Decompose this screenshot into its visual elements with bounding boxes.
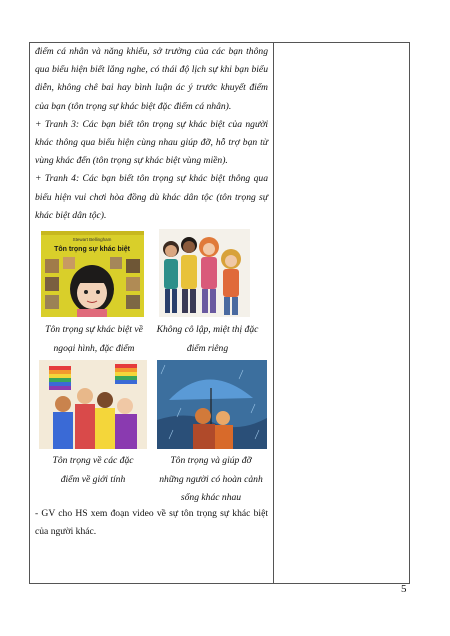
helping-others-image xyxy=(157,360,267,449)
paragraph-tranh-4: + Tranh 4: Các bạn biết tôn trọng sự khác biệt thông qua biểu hiện vui chơi hòa đồng dù khác dân tộc (tôn trọng sự khác biệt dân tộc). xyxy=(35,173,268,221)
caption-circumstances: Tôn trọng và giúp đỡ những người có hoàn cảnh sống khác nhau xyxy=(159,455,263,504)
caption-appearance: Tôn trọng sự khác biệt về ngoại hình, đặc điểm xyxy=(45,324,143,354)
paragraph-1: điểm cá nhân và năng khiếu, sở trường của các bạn thông qua biểu hiện biết lắng nghe, có thái độ lịch sự khi bạn biểu diễn, không chê bai hay bình luận ác ý trước khuyết điểm của bạn (tôn trọng sự khác biệt đặc điểm cá nhân). xyxy=(35,46,268,112)
column-divider xyxy=(273,43,274,583)
book-cover-title: Tôn trọng sự khác biệt xyxy=(54,246,130,254)
lesson-table xyxy=(29,42,410,584)
caption-no-isolation: Không cô lập, miệt thị đặc điểm riêng xyxy=(156,324,259,354)
caption-gender: Tôn trọng về các đặc điểm về giới tính xyxy=(52,455,134,485)
gender-diversity-image xyxy=(39,360,147,449)
page-number: 5 xyxy=(401,583,407,595)
video-instruction: - GV cho HS xem đoạn video về sự tôn trọng sự khác biệt của người khác. xyxy=(35,508,268,538)
paragraph-tranh-3: + Tranh 3: Các bạn biết tôn trọng sự khác biệt của người khác thông qua biểu hiện cùng nhau giúp đỡ, hỗ trợ bạn từ vùng khác đến (tôn trọng sự khác biệt vùng miền). xyxy=(35,118,268,167)
illustrations xyxy=(35,225,268,505)
book-cover-author: Stewart Bellingham xyxy=(72,237,112,243)
activity-column xyxy=(35,43,268,541)
book-cover-image xyxy=(41,231,144,317)
children-group-image xyxy=(159,229,250,317)
